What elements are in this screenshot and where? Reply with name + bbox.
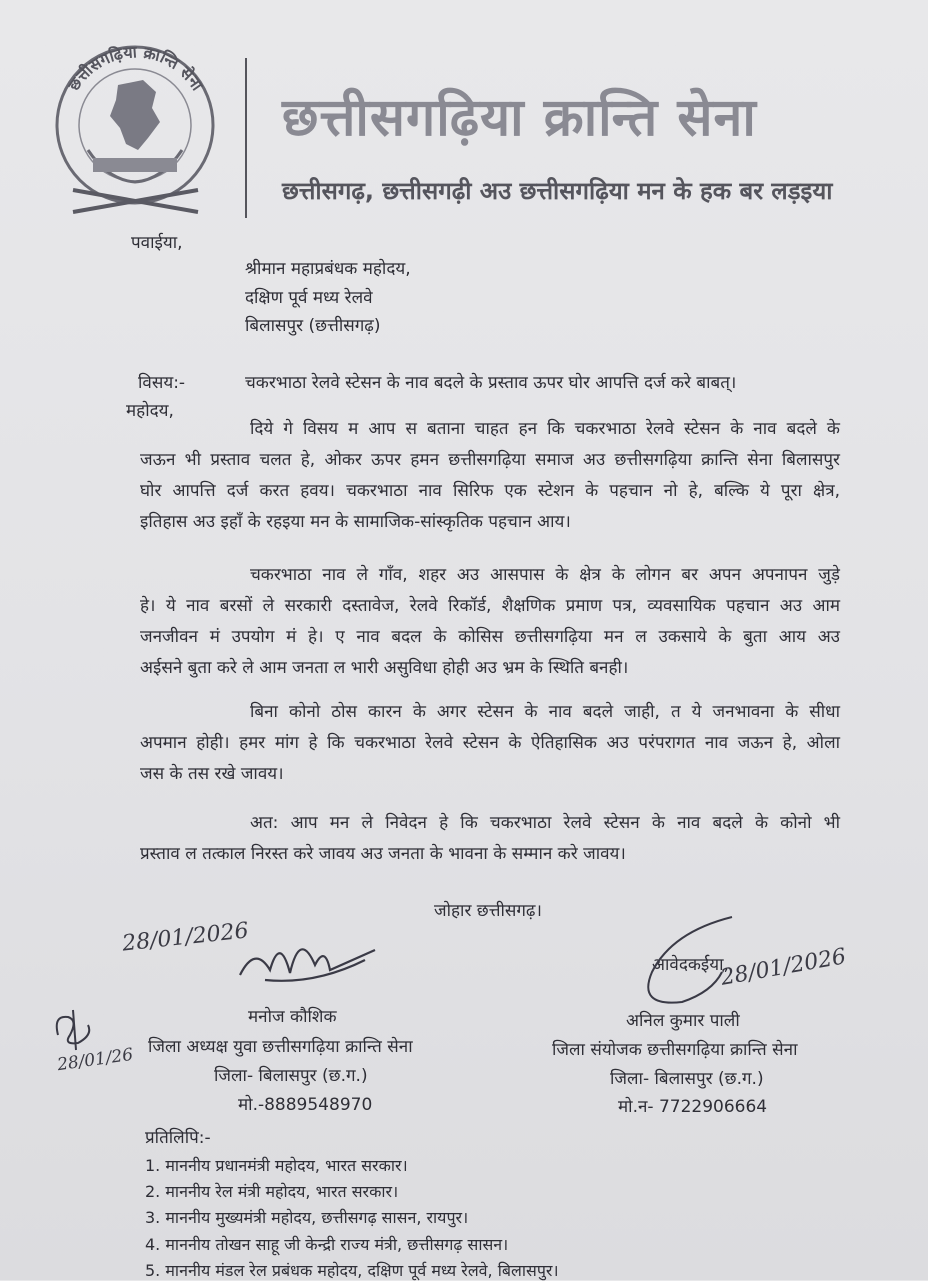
organization-logo: [48, 30, 223, 220]
body-paragraph-1: दिये गे विसय म आप स बताना चाहत हन कि चकरभाठा रेलवे स्टेसन के नाव बदले के जऊन भी प्रस्ताव चलत हे, ओकर ऊपर हमन छत्तीसगढ़िया समाज अउ छत्तीसगढ़िया क्रान्ति सेना बिलासपुर घोर आपत्ति दर्ज करत हवय। चकरभाठा नाव सिरिफ एक स्टेशन के पहचान नो हे, बल्कि ये पूरा क्षेत्र, इतिहास अउ इहाँ के रहइया मन के सामाजिक-सांस्कृतिक पहचान आय।: [140, 419, 840, 532]
right-signatory-name: अनिल कुमार पाली: [626, 1011, 740, 1031]
organization-name: छत्तीसगढ़िया क्रान्ति सेना: [282, 88, 757, 148]
body-paragraph-3: बिना कोनो ठोस कारन के अगर स्टेसन के नाव बदले जाही, त ये जनभावना के सीधा अपमान होही। हमर मांग हे कि चकरभाठा रेलवे स्टेसन के ऐतिहासिक अउ परंपरागत नाव जऊन हे, ओला जस के तस रखे जावय।: [140, 702, 840, 784]
right-signatory-phone: मो.न- 7722906664: [618, 1097, 768, 1117]
right-signatory-designation: जिला संयोजक छत्तीसगढ़िया क्रान्ति सेना: [552, 1040, 798, 1060]
copy-item: 5. माननीय मंडल रेल प्रबंधक महोदय, दक्षिण पूर्व मध्य रेलवे, बिलासपुर।: [145, 1261, 559, 1280]
from-label: पवाईया,: [131, 233, 183, 253]
organization-tagline: छत्तीसगढ़, छत्तीसगढ़ी अउ छत्तीसगढ़िया मन के हक बर लड़इया: [282, 177, 833, 205]
salutation: महोदय,: [126, 401, 174, 421]
applicant-label: आवेदकर्ईया,: [652, 955, 729, 975]
left-handwritten-date: 28/01/2026: [121, 918, 250, 957]
left-signatory-phone: मो.-8889548970: [238, 1095, 373, 1115]
svg-text:छत्तीसगढ़िया क्रान्ति सेना: छत्तीसगढ़िया क्रान्ति सेना: [64, 42, 207, 94]
receipt-date: 28/01/26: [55, 1044, 135, 1076]
left-signatory-district: जिला- बिलासपुर (छ.ग.): [214, 1066, 368, 1086]
copy-item: 2. माननीय रेल मंत्री महोदय, भारत सरकार।: [145, 1182, 399, 1201]
left-signature: [225, 915, 385, 995]
closing-greeting: जोहार छत्तीसगढ़।: [434, 901, 542, 921]
left-signatory-designation: जिला अध्यक्ष युवा छत्तीसगढ़िया क्रान्ति सेना: [148, 1037, 413, 1057]
subject-text: चकरभाठा रेलवे स्टेसन के नाव बदले के प्रस्ताव ऊपर घोर आपत्ति दर्ज करे बाबत्।: [245, 373, 737, 393]
copy-item: 3. माननीय मुख्यमंत्री महोदय, छत्तीसगढ़ सासन, रायपुर।: [145, 1208, 469, 1227]
header-divider: [245, 58, 247, 218]
copy-item: 1. माननीय प्रधानमंत्री महोदय, भारत सरकार।: [145, 1156, 408, 1175]
subject-label: विसय:-: [138, 373, 186, 393]
copy-item: 4. माननीय तोखन साहू जी केन्द्री राज्य मंत्री, छत्तीसगढ़ सासन।: [145, 1235, 509, 1254]
recipient-line-2: दक्षिण पूर्व मध्य रेलवे: [245, 288, 373, 308]
body-paragraph-2: चकरभाठा नाव ले गाँव, शहर अउ आसपास के क्षेत्र के लोगन बर अपन अपनापन जुड़े हे। ये नाव बरसों ले सरकारी दस्तावेज, रेलवे रिकॉर्ड, शैक्षणिक प्रमाण पत्र, व्यवसायिक पहचान अउ आम जनजीवन मं उपयोग मं हे। ए नाव बदल के कोसिस छत्तीसगढ़िया मन ल उकसाये के बुता आय अउ अईसने बुता करे ले आम जनता ल भारी असुविधा होही अउ भ्रम के स्थिति बनही।: [140, 565, 840, 678]
receipt-initials: [48, 1005, 108, 1055]
body-paragraph-4: अत: आप मन ले निवेदन हे कि चकरभाठा रेलवे स्टेसन के नाव बदले के कोनो भी प्रस्ताव ल तत्काल निरस्त करे जावय अउ जनता के भावना के सम्मान करे जावय।: [140, 813, 840, 864]
right-handwritten-date: 28/01/2026: [718, 944, 849, 991]
right-signatory-district: जिला- बिलासपुर (छ.ग.): [610, 1069, 764, 1089]
copies-label: प्रतिलिपि:-: [145, 1128, 211, 1148]
left-signatory-name: मनोज कौशिक: [248, 1007, 337, 1027]
recipient-line-1: श्रीमान महाप्रबंधक महोदय,: [245, 259, 411, 279]
recipient-line-3: बिलासपुर (छत्तीसगढ़): [245, 316, 381, 336]
